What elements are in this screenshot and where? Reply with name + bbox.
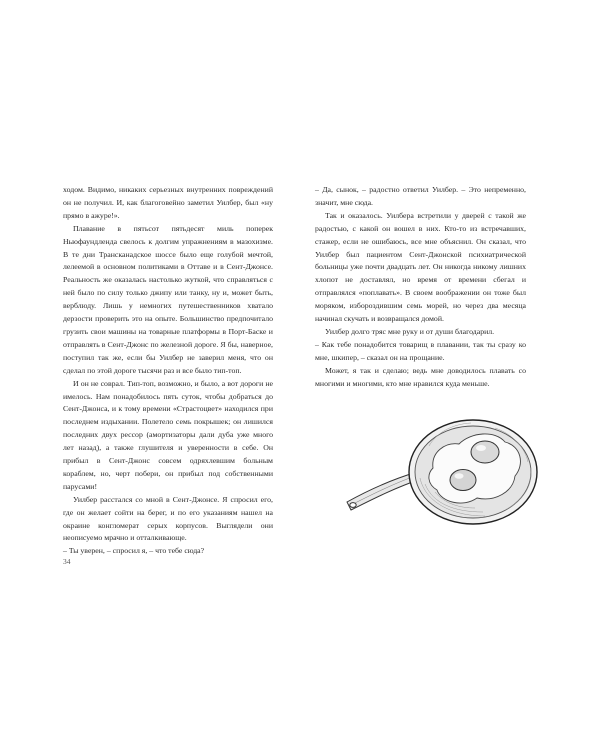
paragraph: Уилбер долго тряс мне руку и от души благодарил. [325, 326, 495, 336]
paragraph: – Ты уверен, – спросил я, – что тебе сюда? [63, 546, 205, 556]
page-number: 34 [63, 557, 71, 566]
paragraph: Может, я так и сделаю; ведь мне доводилось плавать со многими и многими, кто мне нравился куда меньше. [315, 365, 526, 388]
frying-pan-eggs-illustration [345, 406, 540, 531]
left-text-column [63, 184, 273, 558]
paragraph: Так и оказалось. Уилбера встретили у дверей с такой же радостью, с какой он вошел в них. Кто-то из встречавших, стажер, если не ошибаюсь, все мне объяснил. Он сказал, что Уилбер был пациентом Сент-Джонской психиатрической больницы уже почти двадцать лет. Он никогда никому лишних хлопот не доставлял, но время от времени сбегал и отправлялся «поплавать». В своем воображении он тоже был моряком, избороздившим семь морей, но через два месяца начинал скучать и возвращался домой. [315, 210, 526, 324]
egg-yolk [471, 441, 499, 463]
paragraph: Уилбер расстался со мной в Сент-Джонсе. Я спросил его, где он желает сойти на берег, и по его указаниям нашел на окраине конгломерат серых корпусов. Выглядели они неописуемо мрачно и отталкивающе. [63, 494, 273, 543]
paragraph: Плавание в пятьсот пятьдесят миль поперек Ньюфаундленда свелось к долгим упражнениям в мазохизме. В те дни Трансканадское шоссе было еще голубой мечтой, лелеемой в основном политиками в Оттаве и в Сент-Джонсе. Реальность же оказалась настолько жуткой, что справляться с ней было по силу только джипу или танку, ну и, может быть, верблюду. Лишь у немногих путешественников хватало дерзости проверить это на опыте. Большинство предпочитало грузить свои машины на товарные платформы в Порт-Баске и отправлять в Сент-Джонс по железной дороге. Я бы, наверное, поступил так же, если бы Уилбер не заверил меня, что он сделал по этой дороге тысячи раз и все было тип-топ. [63, 223, 273, 375]
paragraph: ходом. Видимо, никаких серьезных внутренних повреждений он не получил. И, как благоговейно заметил Уилбер, был «ну прямо в ажуре!». [63, 185, 273, 220]
right-text-column [315, 184, 526, 391]
paragraph: – Да, сынок, – радостно ответил Уилбер. – Это непременно, значит, мне сюда. [315, 185, 526, 207]
paragraph: И он не соврал. Тип-топ, возможно, и было, а вот дороги не имелось. Нам понадобилось пять суток, чтобы добраться до Сент-Джонса, и к тому времени «Страстоцвет» находился при последнем издыхании. Полетело семь покрышек; он лишился последних двух рессор (амортизаторы дали дуба уже много лет назад), а также глушителя и уверенности в себе. Он прибыл в Сент-Джонс совсем одряхлевшим больным кораблем, но, черт побери, он прибыл под собственными парусами! [63, 378, 273, 491]
egg-yolk [450, 470, 476, 491]
paragraph: – Как тебе понадобится товарищ в плавании, так ты сразу ко мне, шкипер, – сказал он на прощание. [315, 339, 526, 362]
